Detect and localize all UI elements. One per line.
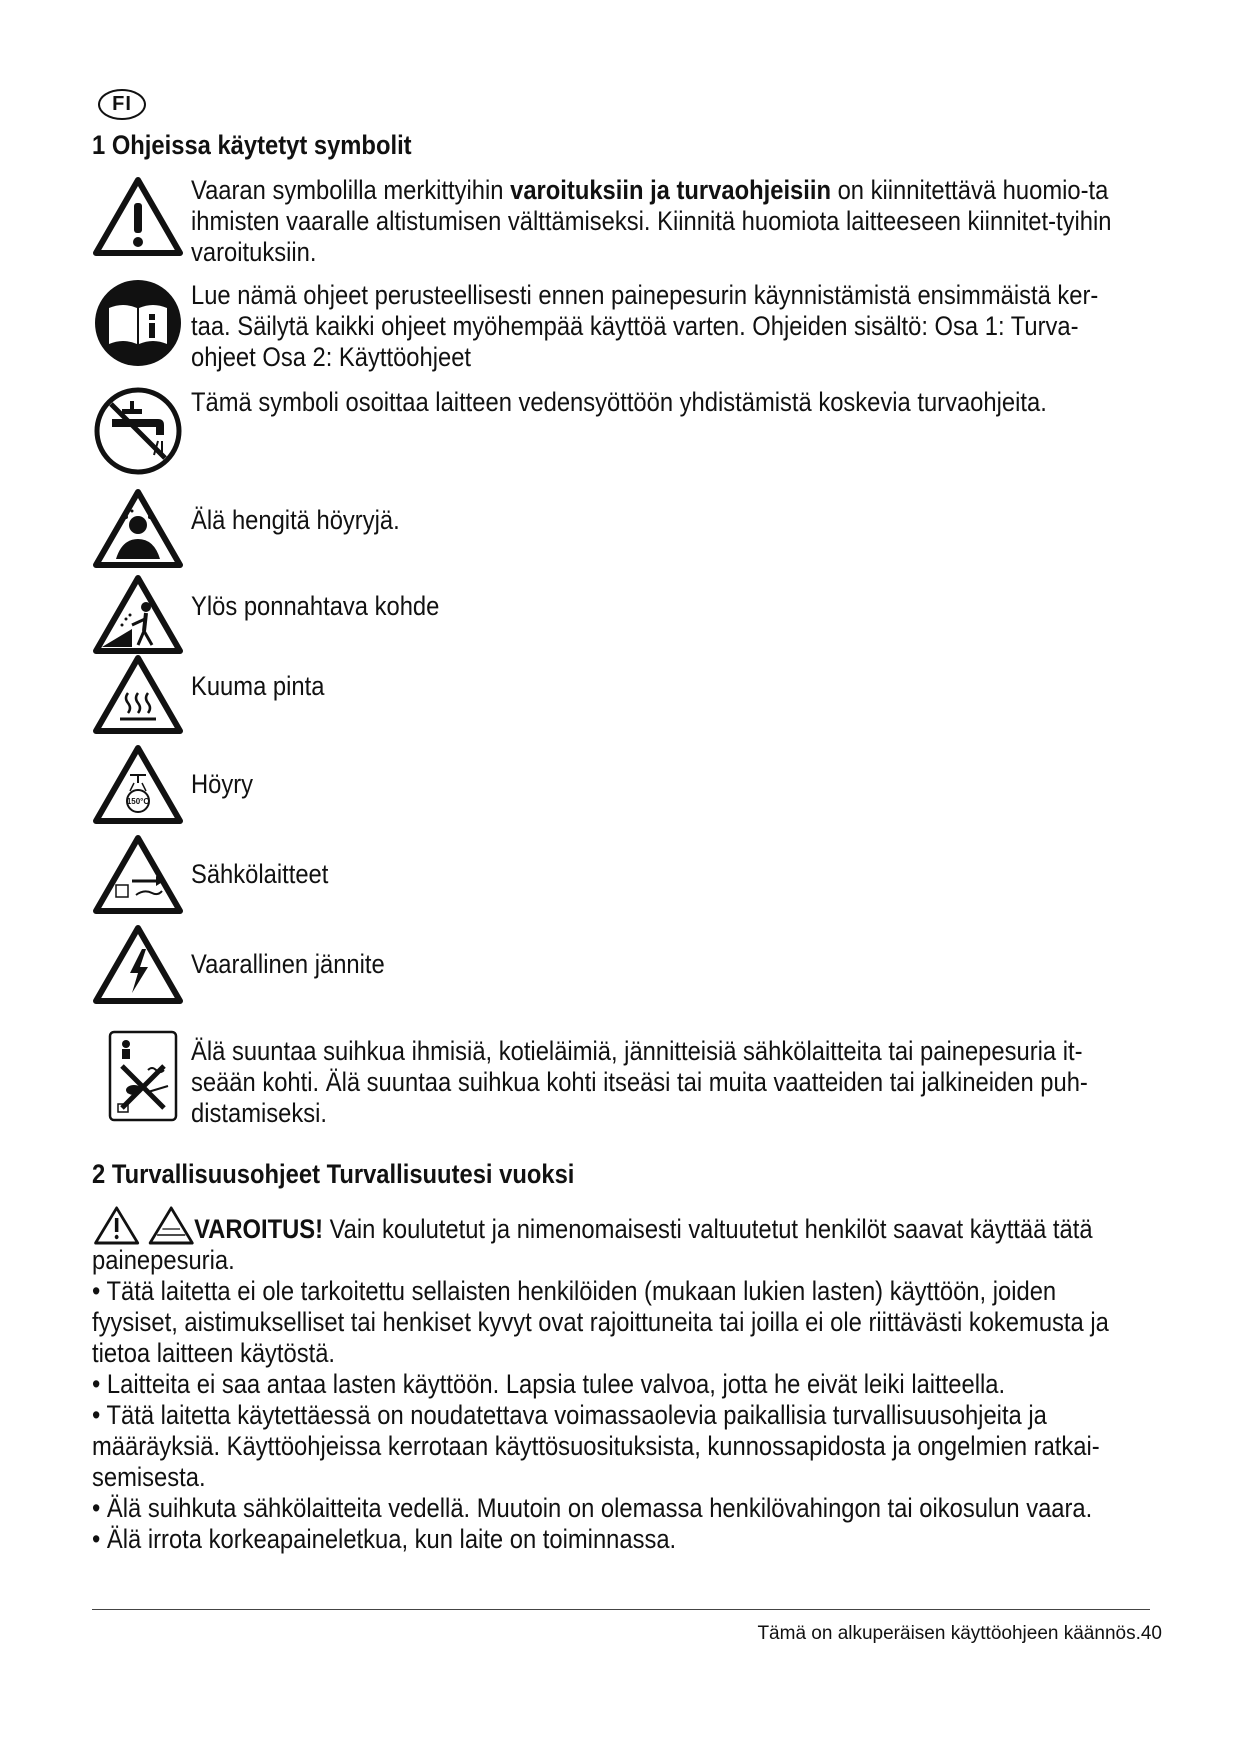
symbol-row-no-spray (92, 1028, 1152, 1128)
warning-paragraph (92, 1205, 1130, 1276)
symbol-text-fumes: Älä hengitä höyryjä. (191, 505, 400, 535)
symbol-row-voltage (92, 923, 1152, 1005)
bullet-item: • Tätä laitetta ei ole tarkoitettu sellaisten henkilöiden (mukaan lukien lasten) käyttöön, joiden fyysiset, aistimukselliset tai henkiset kyvyt ovat rajoittuneita tai joilla ei ole riittävästi kokemusta ja tietoa laitteen käytöstä. (92, 1276, 1109, 1368)
hot-surface-icon (92, 653, 184, 735)
safety-instructions (92, 1205, 1130, 1555)
high-voltage-icon (92, 923, 184, 1005)
bullet-item: • Laitteita ei saa antaa lasten käyttöön. Lapsia tulee valvoa, jotta he eivät leiki laitteella. (92, 1369, 1006, 1399)
symbol-row-steam (92, 743, 1152, 825)
symbol-text-electrical: Sähkölaitteet (191, 859, 329, 889)
bullet-item: • Älä suihkuta sähkölaitteita vedellä. Muutoin on olemassa henkilövahingon tai oikosulun vaara. (92, 1493, 1093, 1523)
electrical-equipment-icon (92, 833, 184, 915)
no-tap-connection-icon (92, 385, 184, 477)
section-2-title: 2 Turvallisuusohjeet Turvallisuutesi vuoksi (92, 1159, 575, 1189)
section-1-title: 1 Ohjeissa käytetyt symbolit (92, 130, 412, 160)
footer-text: Tämä on alkuperäisen käyttöohjeen käännös.40 (757, 1623, 1162, 1644)
steam-icon (92, 743, 184, 825)
symbol-row-debris (92, 573, 1152, 655)
symbol-row-water-supply (92, 387, 1152, 477)
symbol-text-no-spray: Älä suuntaa suihkua ihmisiä, kotieläimiä, jännitteisiä sähkölaitteita tai painepesuria it-seään kohti. Älä suuntaa suihkua kohti itseäsi tai muita vaatteiden tai jalkineiden puh-distamiseksi. (191, 1036, 1088, 1128)
steam-temperature-label: 150°C (126, 797, 150, 806)
symbol-row-read-manual (92, 280, 1152, 370)
bullet-item: • Älä irrota korkeapaineletkua, kun laite on toiminnassa. (92, 1524, 677, 1554)
no-spray-people-icon (108, 1030, 178, 1122)
warning-icon (92, 175, 184, 257)
warning-text: Vain koulutetut ja nimenomaisesti valtuutetut henkilöt saavat käyttää tätä painepesuria. (92, 1214, 1093, 1275)
symbol-text-hot-surface: Kuuma pinta (191, 671, 325, 701)
flying-debris-icon (92, 573, 184, 655)
language-badge: FI (98, 89, 146, 120)
warning-icons (92, 1205, 194, 1245)
symbol-text-steam: Höyry (191, 769, 254, 799)
bullet-item: • Tätä laitetta käytettäessä on noudatettava voimassaolevia paikallisia turvallisuusohjeita ja määräyksiä. Käyttöohjeissa kerrotaan käyttösuosituksista, kunnossapidosta ja ongelmien ratkai-semisesta. (92, 1400, 1100, 1492)
symbol-text-voltage: Vaarallinen jännite (191, 949, 385, 979)
warning-label: VAROITUS! (194, 1214, 323, 1244)
symbol-text-water-supply: Tämä symboli osoittaa laitteen vedensyöttöön yhdistämistä koskevia turvaohjeita. (191, 387, 1047, 417)
symbol-row-warning (92, 175, 1152, 265)
symbol-text-warning: Vaaran symbolilla merkittyihin varoituksiin ja turvaohjeisiin on kiinnitettävä huomio-ta ihmisten vaaralle altistumisen välttämiseksi. Kiinnitä huomiota laitteeseen kiinnitet-tyihin varoituksiin. (191, 175, 1112, 267)
symbol-row-fumes (92, 487, 1152, 569)
toxic-fumes-icon (92, 487, 184, 569)
symbol-row-hot-surface (92, 653, 1152, 735)
footer-divider (92, 1609, 1150, 1610)
symbol-row-electrical (92, 833, 1152, 915)
symbol-text-debris: Ylös ponnahtava kohde (191, 591, 440, 621)
symbol-text-read-manual: Lue nämä ohjeet perusteellisesti ennen painepesurin käynnistämistä ensimmäistä ker-taa. Säilytä kaikki ohjeet myöhempää käyttöä varten. Ohjeiden sisältö: Osa 1: Turva-ohjeet Osa 2: Käyttöohjeet (191, 280, 1099, 372)
read-manual-icon (92, 278, 184, 368)
